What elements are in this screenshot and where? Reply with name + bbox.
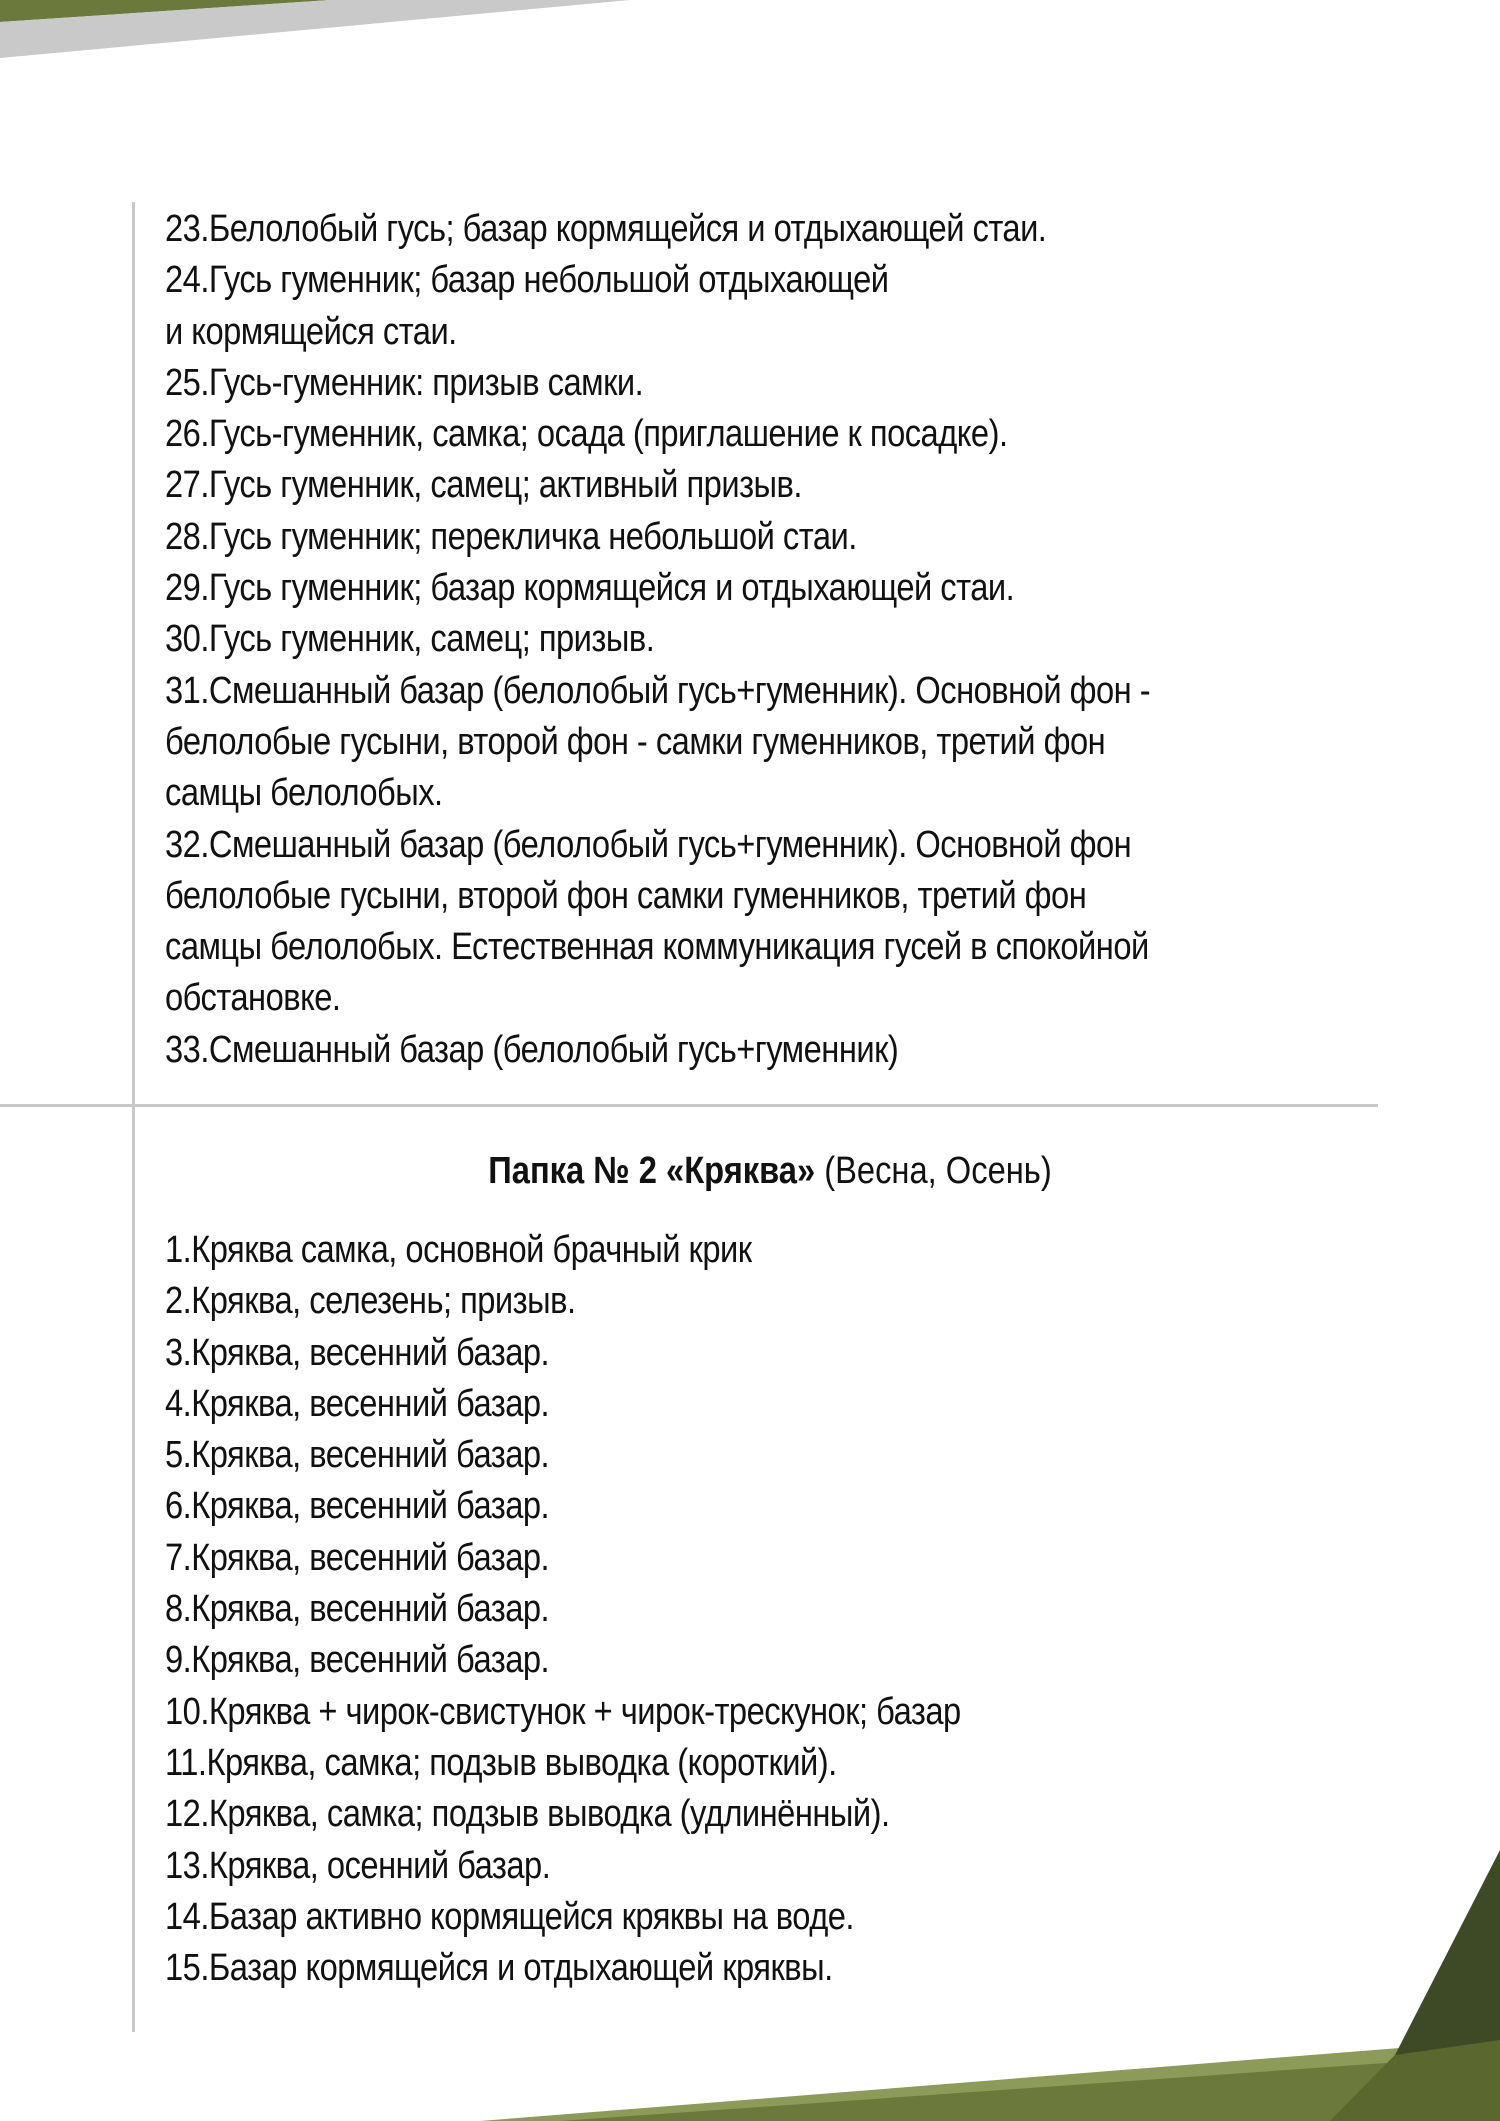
- bottom-olive-band: [560, 2055, 1500, 2121]
- bottom-right-olive-shape: [1330, 2040, 1500, 2121]
- list-item: 4.Кряква, весенний базар.: [165, 1382, 550, 1425]
- list-item: белолобые гусыни, второй фон самки гуменников, третий фон: [165, 874, 1087, 917]
- list-item: 11.Кряква, самка; подзыв выводка (короткий).: [165, 1741, 837, 1784]
- top-grey-band: [0, 0, 630, 58]
- list-item: самцы белолобых. Естественная коммуникация гусей в спокойной: [165, 926, 1149, 969]
- list-item: 25.Гусь-гуменник: призыв самки.: [165, 361, 644, 404]
- bottom-light-band: [480, 2040, 1500, 2121]
- list-item: 1.Кряква самка, основной брачный крик: [165, 1229, 752, 1271]
- top-olive-band: [0, 0, 330, 22]
- list-item: 32.Смешанный базар (белолобый гусь+гуменник). Основной фон: [165, 823, 1132, 866]
- horizontal-rule: [0, 1104, 1378, 1107]
- list-item: 8.Кряква, весенний базар.: [165, 1588, 550, 1631]
- list-item: 7.Кряква, весенний базар.: [165, 1536, 550, 1579]
- mallard-list: [165, 1225, 1386, 1994]
- list-item: 29.Гусь гуменник; базар кормящейся и отдыхающей стаи.: [165, 567, 1015, 610]
- section-heading-seasons: (Весна, Осень): [815, 1150, 1052, 1192]
- list-item: 33.Смешанный базар (белолобый гусь+гуменник): [165, 1028, 899, 1071]
- list-item: 10.Кряква + чирок-свистунок + чирок-трескунок; базар: [165, 1690, 961, 1733]
- list-item: 27.Гусь гуменник, самец; активный призыв.: [165, 464, 802, 507]
- list-item: 5.Кряква, весенний базар.: [165, 1434, 550, 1477]
- list-item: 12.Кряква, самка; подзыв выводка (удлинённый).: [165, 1793, 890, 1836]
- list-item: 24.Гусь гуменник; базар небольшой отдыхающей: [165, 259, 889, 302]
- list-item: 9.Кряква, весенний базар.: [165, 1639, 550, 1682]
- list-item: 31.Смешанный базар (белолобый гусь+гуменник). Основной фон -: [165, 669, 1151, 712]
- list-item: и кормящейся стаи.: [165, 310, 457, 353]
- list-item: 26.Гусь-гуменник, самка; осада (приглашение к посадке).: [165, 413, 1008, 456]
- vertical-rule: [132, 202, 135, 2032]
- list-item: 30.Гусь гуменник, самец; призыв.: [165, 618, 655, 661]
- list-item: 15.Базар кормящейся и отдыхающей кряквы.: [165, 1947, 833, 1990]
- section-heading-bold: Папка № 2 «Кряква»: [488, 1150, 816, 1192]
- goose-list: [165, 204, 1386, 1076]
- list-item: 14.Базар активно кормящейся кряквы на воде.: [165, 1895, 854, 1938]
- list-item: 23.Белолобый гусь; базар кормящейся и отдыхающей стаи.: [165, 208, 1047, 250]
- list-item: 2.Кряква, селезень; призыв.: [165, 1280, 576, 1323]
- list-item: белолобые гусыни, второй фон - самки гуменников, третий фон: [165, 720, 1106, 763]
- list-item: 3.Кряква, весенний базар.: [165, 1331, 550, 1374]
- list-item: 13.Кряква, осенний базар.: [165, 1844, 551, 1887]
- list-item: обстановке.: [165, 977, 341, 1020]
- section-heading: [108, 1145, 1432, 1197]
- list-item: 28.Гусь гуменник; перекличка небольшой стаи.: [165, 515, 857, 558]
- list-item: 6.Кряква, весенний базар.: [165, 1485, 550, 1528]
- list-item: самцы белолобых.: [165, 772, 443, 815]
